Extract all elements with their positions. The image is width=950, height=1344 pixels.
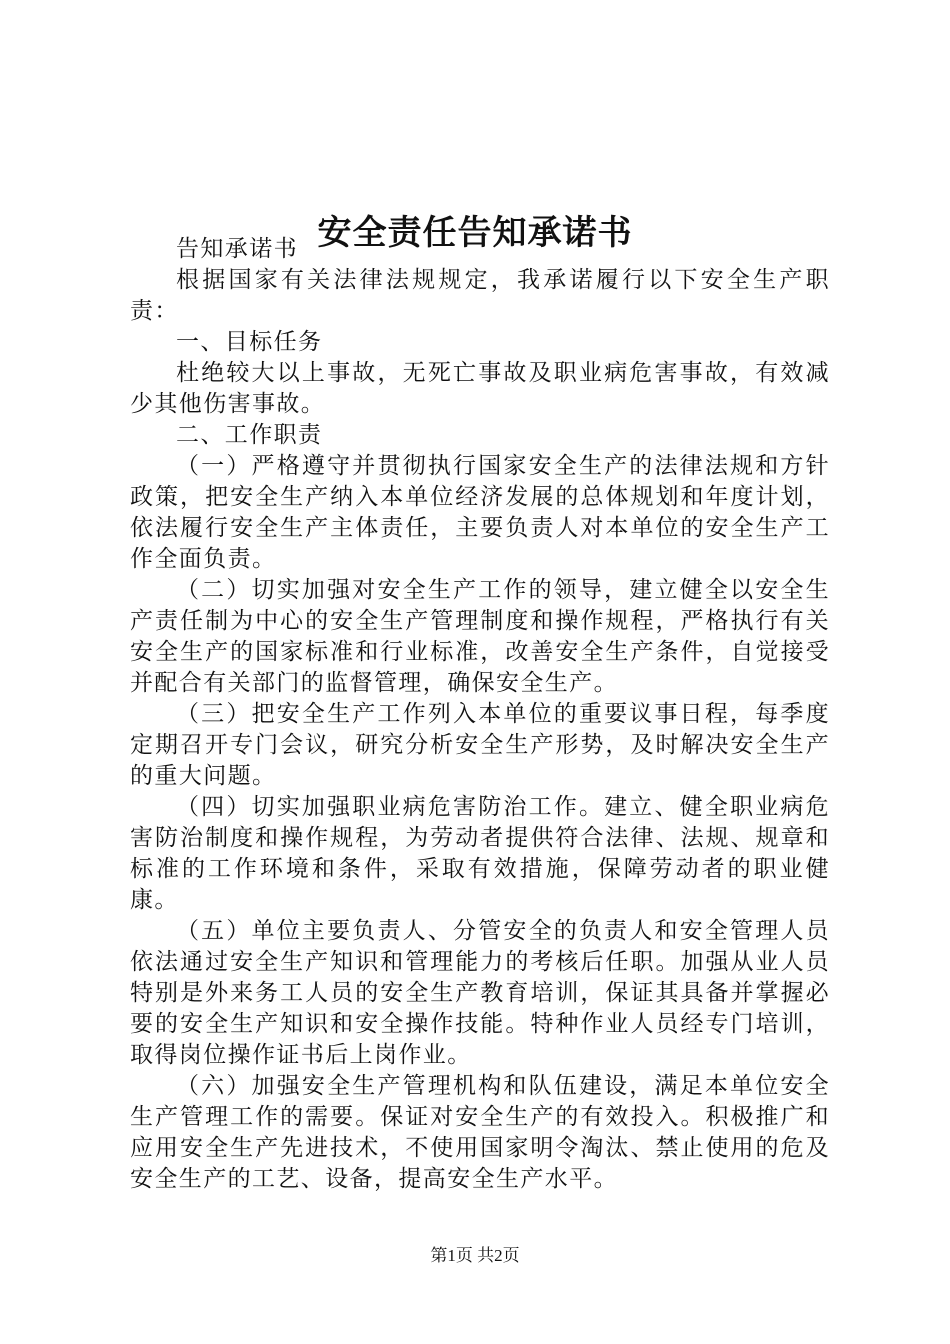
paragraph-duty-5: （五）单位主要负责人、分管安全的负责人和安全管理人员依法通过安全生产知识和管理能力的考核后任职。加强从业人员特别是外来务工人员的安全生产教育培训，保证其具备并掌握必要的安全生产知识和安全操作技能。特种作业人员经专门培训，取得岗位操作证书后上岗作业。 bbox=[130, 918, 830, 1068]
section-heading-duties: 二、工作职责 bbox=[176, 422, 323, 448]
paragraph-duty-2: （二）切实加强对安全生产工作的领导，建立健全以安全生产责任制为中心的安全生产管理制度和操作规程，严格执行有关安全生产的国家标准和行业标准，改善安全生产条件，自觉接受并配合有关部门的监督管理，确保安全生产。 bbox=[130, 577, 830, 696]
paragraph-header: 告知承诺书 bbox=[176, 236, 298, 262]
paragraph-duty-3: （三）把安全生产工作列入本单位的重要议事日程，每季度定期召开专门会议，研究分析安全生产形势，及时解决安全生产的重大问题。 bbox=[130, 701, 830, 789]
paragraph-duty-6: （六）加强安全生产管理机构和队伍建设，满足本单位安全生产管理工作的需要。保证对安全生产的有效投入。积极推广和应用安全生产先进技术，不使用国家明令淘汰、禁止使用的危及安全生产的工艺、设备，提高安全生产水平。 bbox=[130, 1073, 830, 1192]
paragraph-goals: 杜绝较大以上事故，无死亡事故及职业病危害事故，有效减少其他伤害事故。 bbox=[130, 360, 830, 417]
paragraph-duty-4: （四）切实加强职业病危害防治工作。建立、健全职业病危害防治制度和操作规程，为劳动者提供符合法律、法规、规章和标准的工作环境和条件，采取有效措施，保障劳动者的职业健康。 bbox=[130, 794, 830, 913]
paragraph-duty-1: （一）严格遵守并贯彻执行国家安全生产的法律法规和方针政策，把安全生产纳入本单位经济发展的总体规划和年度计划，依法履行安全生产主体责任，主要负责人对本单位的安全生产工作全面负责。 bbox=[130, 453, 830, 572]
paragraph-intro: 根据国家有关法律法规规定，我承诺履行以下安全生产职责： bbox=[130, 267, 830, 324]
page-footer: 第1页 共2页 bbox=[430, 1246, 520, 1265]
section-heading-goals: 一、目标任务 bbox=[176, 329, 323, 355]
document-body bbox=[130, 234, 830, 1195]
document-title: 安全责任告知承诺书 bbox=[317, 212, 633, 253]
